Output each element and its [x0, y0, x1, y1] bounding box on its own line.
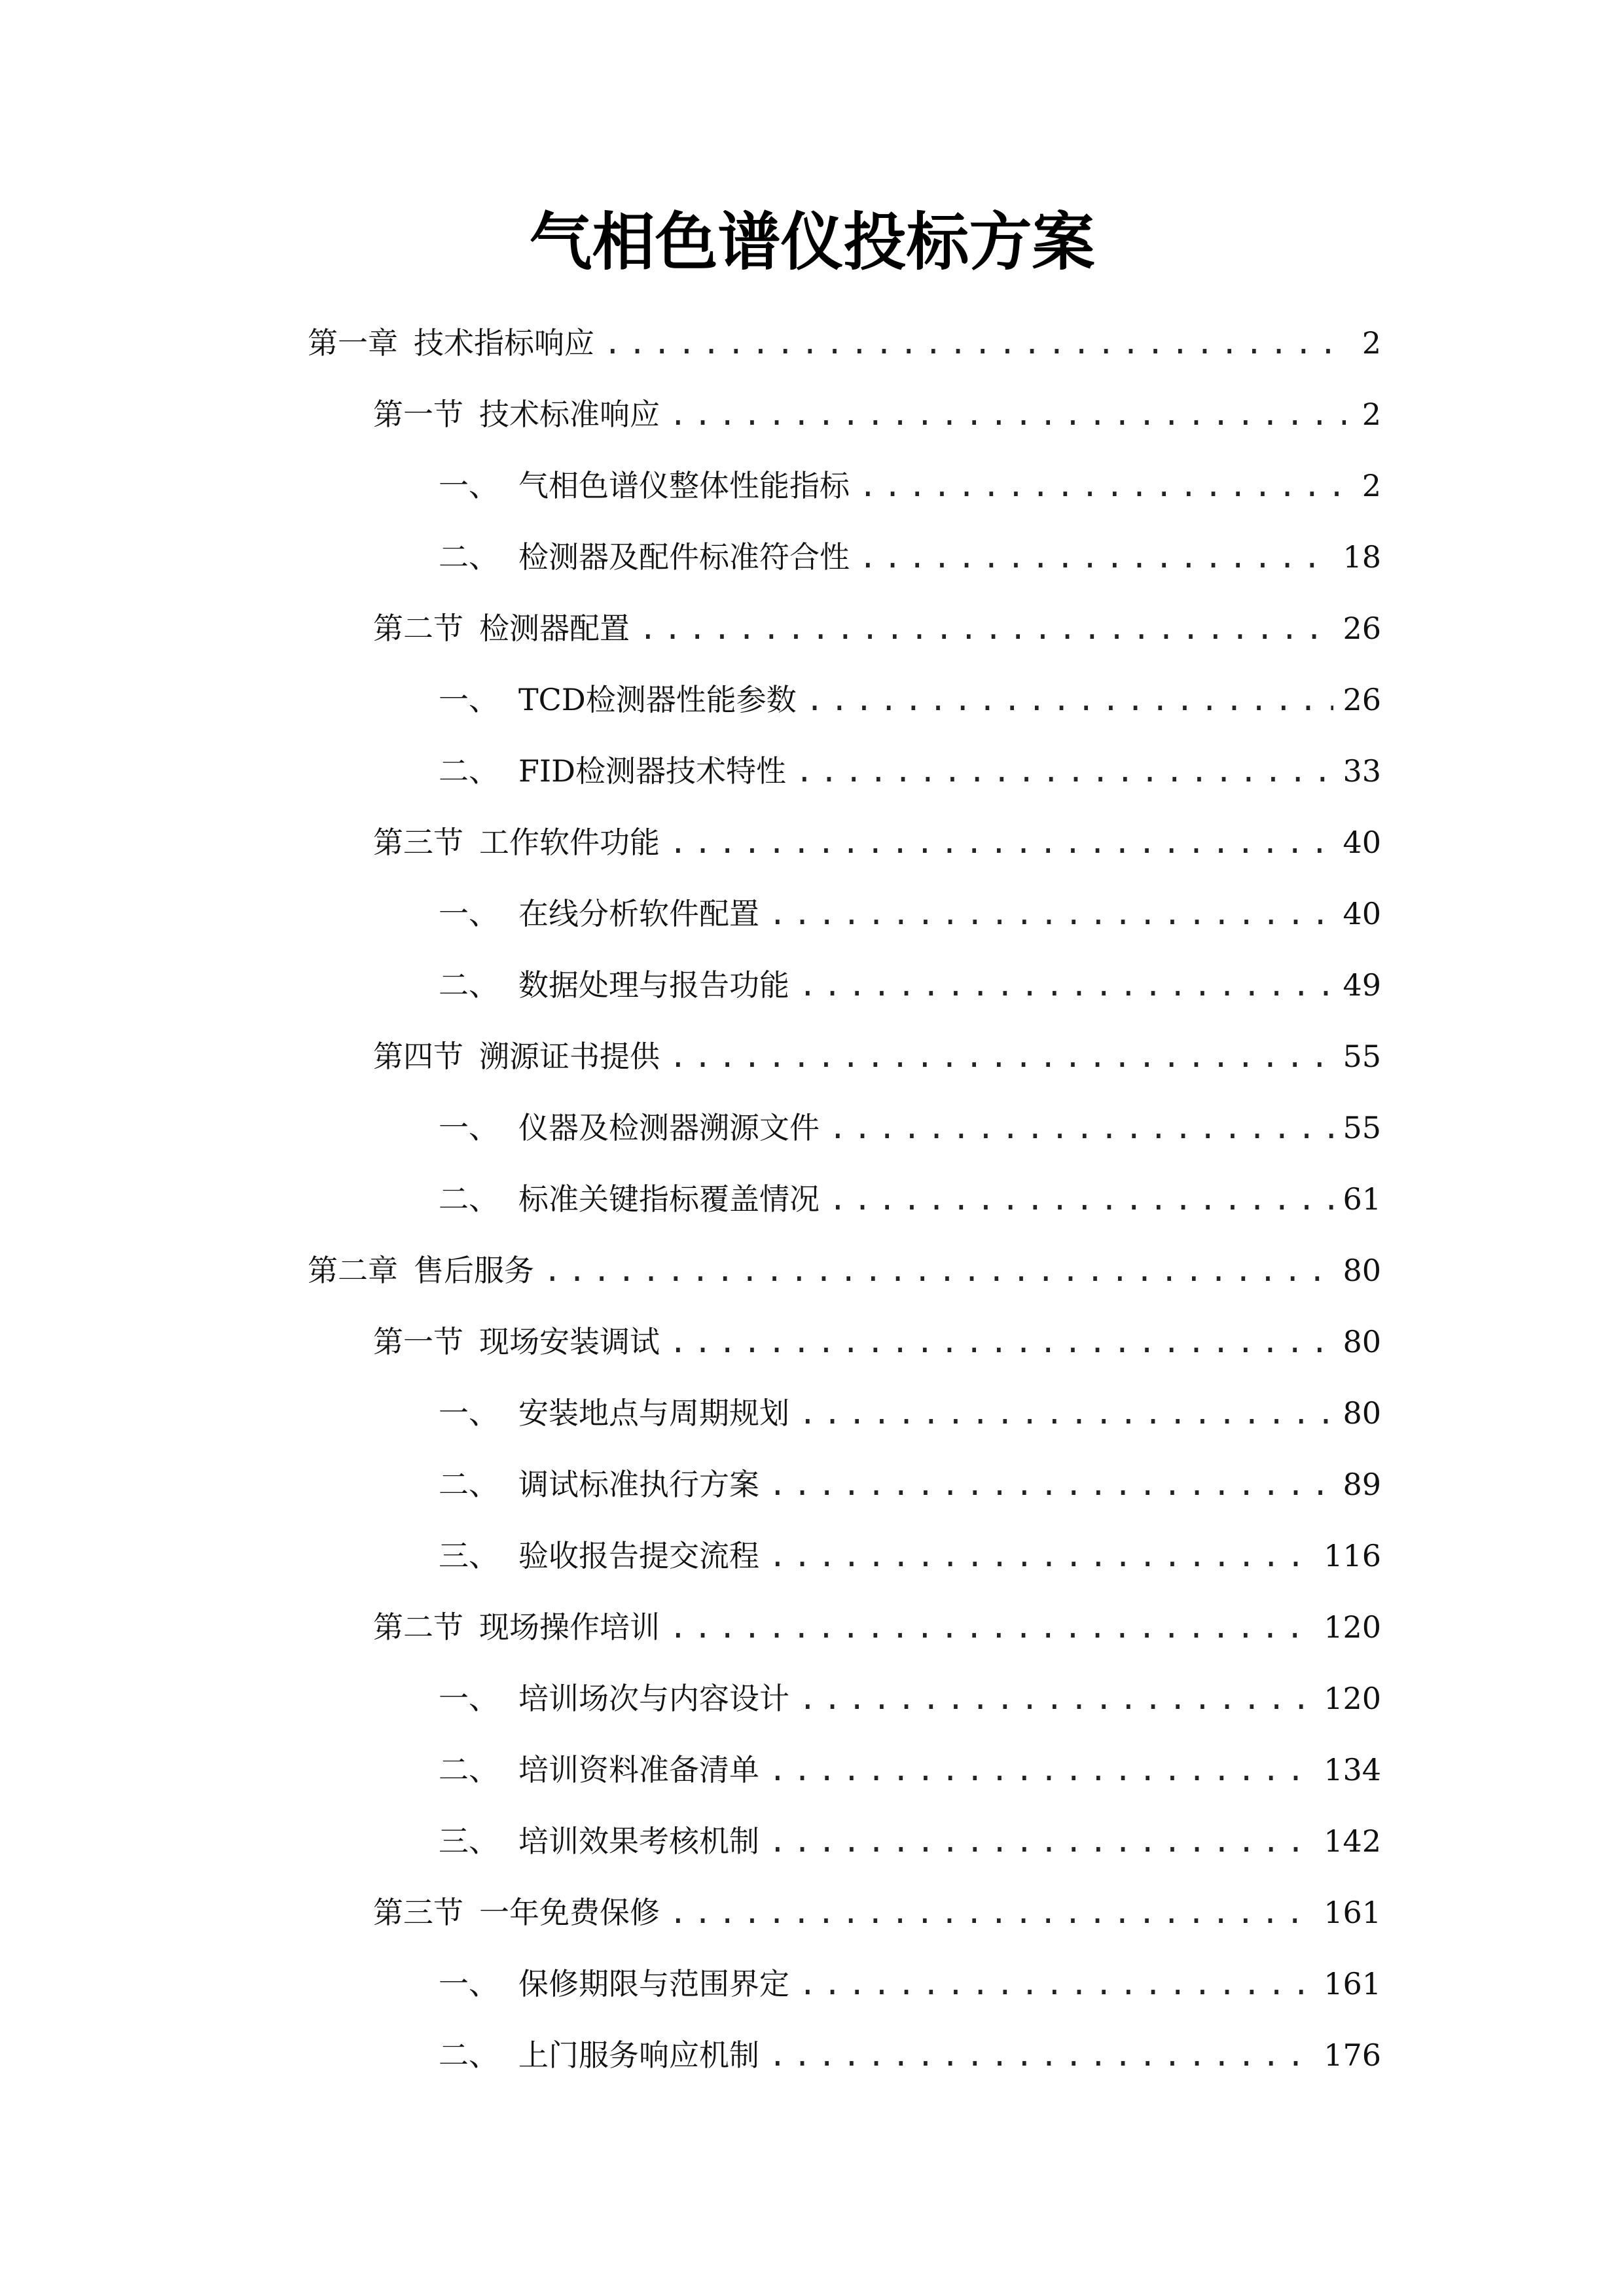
toc-entry-number: 一、: [439, 468, 499, 503]
toc-entry-17[interactable]: [439, 1458, 1381, 1511]
toc-dot-leader: [669, 1030, 1333, 1083]
toc-entry-2[interactable]: [373, 388, 1381, 440]
toc-entry-number: 一、: [439, 896, 499, 931]
toc-dot-leader: [795, 745, 1333, 797]
toc-entry-10[interactable]: [439, 959, 1381, 1011]
toc-entry-6[interactable]: [439, 673, 1381, 726]
toc-entry-page: 80: [1343, 1253, 1381, 1288]
toc-dot-leader: [799, 1672, 1314, 1725]
toc-entry-title: 售后服务: [414, 1253, 534, 1288]
toc-entry-page: 2: [1362, 325, 1381, 361]
toc-entry-number: 第三节: [373, 1895, 463, 1930]
toc-entry-title: 溯源证书提供: [479, 1039, 660, 1074]
toc-entry-page: 49: [1343, 967, 1381, 1003]
toc-entry-number: 二、: [439, 1181, 499, 1217]
toc-entry-number: 第三节: [373, 825, 463, 860]
toc-entry-title: 验收报告提交流程: [518, 1538, 759, 1573]
toc-entry-number: 第一节: [373, 397, 463, 432]
toc-entry-title: 一年免费保修: [479, 1895, 660, 1930]
toc-entry-number: 二、: [439, 539, 499, 575]
toc-entry-page: 89: [1343, 1467, 1381, 1502]
toc-entry-1[interactable]: [308, 317, 1381, 369]
toc-entry-8[interactable]: [373, 816, 1381, 869]
toc-entry-title: 培训场次与内容设计: [518, 1681, 789, 1716]
toc-entry-number: 二、: [439, 2037, 499, 2073]
toc-entry-page: 80: [1343, 1395, 1381, 1431]
toc-entry-page: 26: [1343, 682, 1381, 717]
toc-entry-7[interactable]: [439, 745, 1381, 797]
toc-entry-19[interactable]: [373, 1601, 1381, 1653]
toc-entry-page: 18: [1343, 539, 1381, 575]
toc-dot-leader: [799, 1958, 1314, 2010]
toc-entry-15[interactable]: [373, 1316, 1381, 1368]
toc-dot-leader: [768, 888, 1333, 940]
toc-entry-page: 61: [1343, 1181, 1381, 1217]
toc-entry-page: 116: [1324, 1538, 1381, 1573]
toc-entry-number: 三、: [439, 1538, 499, 1573]
toc-entry-title: 现场安装调试: [479, 1324, 660, 1359]
toc-dot-leader: [768, 2029, 1314, 2081]
toc-entry-title: 仪器及检测器溯源文件: [518, 1110, 820, 1145]
toc-entry-title: 检测器配置: [479, 611, 630, 646]
toc-entry-number: 一、: [439, 1681, 499, 1716]
toc-dot-leader: [768, 1458, 1333, 1511]
toc-entry-9[interactable]: [439, 888, 1381, 940]
toc-entry-page: 26: [1343, 611, 1381, 646]
toc-dot-leader: [639, 602, 1333, 655]
document-title: 气相色谱仪投标方案: [529, 205, 1095, 279]
toc-entry-page: 2: [1362, 468, 1381, 503]
toc-entry-number: 二、: [439, 753, 499, 789]
toc-entry-number: 二、: [439, 1752, 499, 1787]
toc-entry-20[interactable]: [439, 1672, 1381, 1725]
toc-entry-page: 33: [1343, 753, 1381, 789]
toc-entry-title: 安装地点与周期规划: [518, 1395, 789, 1431]
toc-entry-number: 第二节: [373, 611, 463, 646]
toc-dot-leader: [806, 673, 1334, 726]
toc-entry-page: 40: [1343, 825, 1381, 860]
toc-entry-page: 2: [1362, 397, 1381, 432]
toc-dot-leader: [768, 1530, 1314, 1582]
toc-entry-18[interactable]: [439, 1530, 1381, 1582]
toc-entry-title: 调试标准执行方案: [518, 1467, 759, 1502]
toc-entry-number: 二、: [439, 1467, 499, 1502]
toc-dot-leader: [768, 1744, 1314, 1796]
toc-dot-leader: [829, 1173, 1333, 1225]
toc-entry-24[interactable]: [439, 1958, 1381, 2010]
toc-dot-leader: [669, 1886, 1314, 1939]
toc-entry-title: TCD检测器性能参数: [518, 682, 797, 717]
toc-entry-number: 一、: [439, 1966, 499, 2001]
toc-entry-23[interactable]: [373, 1886, 1381, 1939]
toc-dot-leader: [669, 388, 1346, 440]
toc-entry-number: 二、: [439, 967, 499, 1003]
toc-dot-leader: [799, 959, 1333, 1011]
toc-entry-14[interactable]: [308, 1244, 1381, 1297]
toc-entry-title: FID检测器技术特性: [518, 753, 786, 789]
toc-dot-leader: [669, 1601, 1314, 1653]
toc-entry-title: 培训效果考核机制: [518, 1823, 759, 1859]
toc-entry-title: 技术标准响应: [479, 397, 660, 432]
toc-entry-11[interactable]: [373, 1030, 1381, 1083]
toc-entry-page: 40: [1343, 896, 1381, 931]
toc-entry-3[interactable]: [439, 459, 1381, 512]
toc-dot-leader: [799, 1387, 1333, 1439]
toc-entry-number: 第一章: [308, 325, 398, 361]
toc-dot-leader: [829, 1102, 1333, 1154]
toc-dot-leader: [859, 531, 1333, 583]
toc-entry-title: 数据处理与报告功能: [518, 967, 789, 1003]
toc-dot-leader: [859, 459, 1346, 512]
toc-entry-page: 55: [1343, 1110, 1381, 1145]
toc-entry-title: 保修期限与范围界定: [518, 1966, 789, 2001]
toc-entry-number: 第四节: [373, 1039, 463, 1074]
toc-entry-page: 176: [1324, 2037, 1381, 2073]
toc-entry-page: 120: [1324, 1681, 1381, 1716]
toc-entry-number: 第一节: [373, 1324, 463, 1359]
toc-entry-page: 55: [1343, 1039, 1381, 1074]
toc-entry-16[interactable]: [439, 1387, 1381, 1439]
toc-entry-number: 第二章: [308, 1253, 398, 1288]
toc-entry-4[interactable]: [439, 531, 1381, 583]
toc-dot-leader: [604, 317, 1346, 369]
toc-entry-page: 161: [1324, 1895, 1381, 1930]
toc-entry-page: 80: [1343, 1324, 1381, 1359]
toc-entry-number: 一、: [439, 1395, 499, 1431]
toc-entry-title: 气相色谱仪整体性能指标: [518, 468, 850, 503]
toc-dot-leader: [768, 1815, 1314, 1867]
toc-entry-page: 120: [1324, 1609, 1381, 1645]
toc-entry-title: 工作软件功能: [479, 825, 660, 860]
toc-entry-title: 标准关键指标覆盖情况: [518, 1181, 820, 1217]
toc-entry-number: 第二节: [373, 1609, 463, 1645]
toc-dot-leader: [669, 816, 1333, 869]
toc-entry-title: 上门服务响应机制: [518, 2037, 759, 2073]
toc-entry-title: 检测器及配件标准符合性: [518, 539, 850, 575]
toc-entry-25[interactable]: [439, 2029, 1381, 2081]
toc-entry-page: 134: [1324, 1752, 1381, 1787]
toc-entry-number: 三、: [439, 1823, 499, 1859]
toc-entry-page: 142: [1324, 1823, 1381, 1859]
toc-entry-number: 一、: [439, 682, 499, 717]
toc-entry-number: 一、: [439, 1110, 499, 1145]
toc-entry-5[interactable]: [373, 602, 1381, 655]
toc-entry-22[interactable]: [439, 1815, 1381, 1867]
toc-entry-title: 培训资料准备清单: [518, 1752, 759, 1787]
toc-entry-21[interactable]: [439, 1744, 1381, 1796]
toc-entry-title: 技术指标响应: [414, 325, 594, 361]
toc-entry-title: 在线分析软件配置: [518, 896, 759, 931]
toc-entry-title: 现场操作培训: [479, 1609, 660, 1645]
toc-entry-13[interactable]: [439, 1173, 1381, 1225]
toc-entry-page: 161: [1324, 1966, 1381, 2001]
toc-dot-leader: [543, 1244, 1333, 1297]
toc-dot-leader: [669, 1316, 1333, 1368]
toc-entry-12[interactable]: [439, 1102, 1381, 1154]
